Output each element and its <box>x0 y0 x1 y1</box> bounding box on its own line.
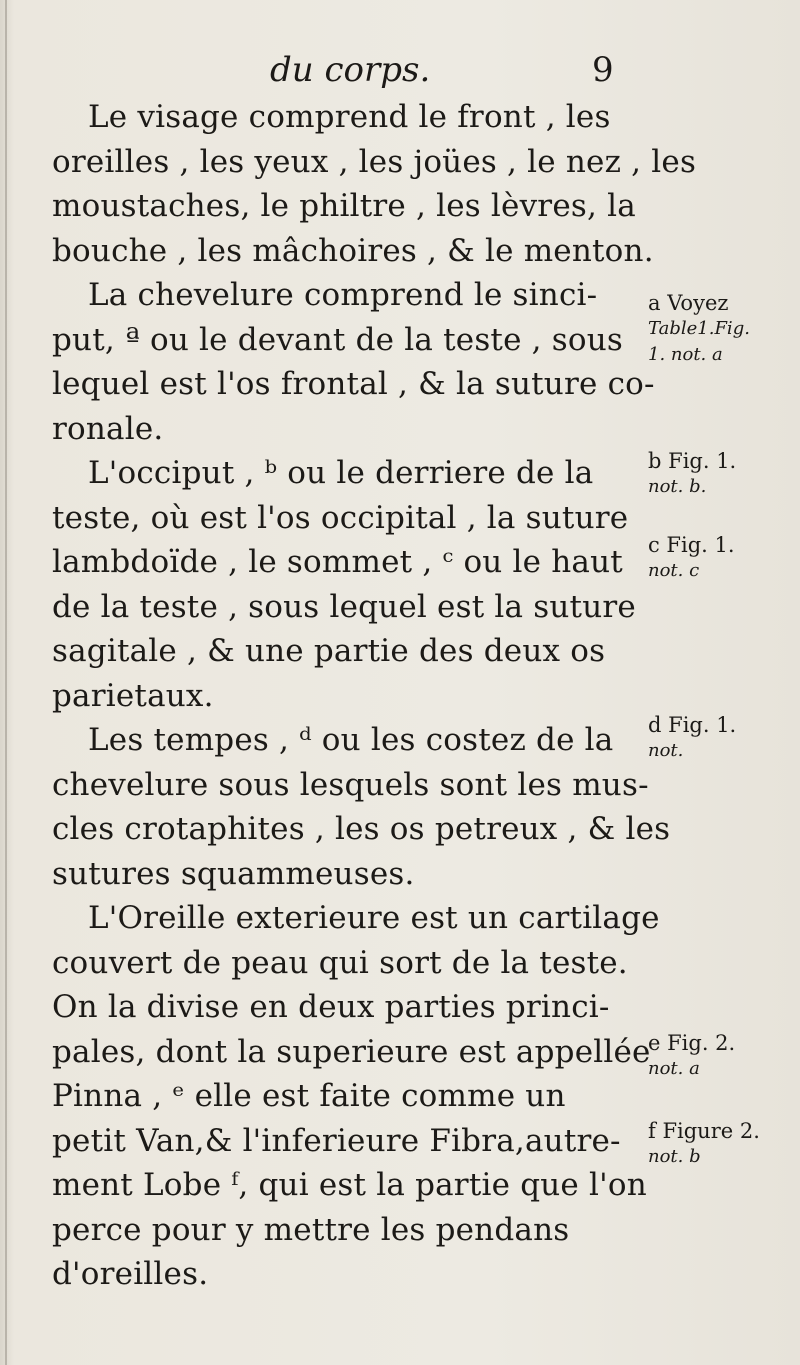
text-line: d'oreilles. <box>52 1256 209 1292</box>
margin-notes <box>648 0 798 1365</box>
text-line: sutures squammeuses. <box>52 855 415 892</box>
text-line: La chevelure comprend le sinci- <box>88 277 598 313</box>
margin-note-line: e Fig. 2. <box>648 1031 736 1055</box>
margin-note-line: f Figure 2. <box>648 1119 760 1143</box>
page-number: 9 <box>592 50 614 90</box>
margin-note-a <box>648 290 750 368</box>
margin-note-line: not. c <box>648 560 700 581</box>
text-line: lequel est l'os frontal , & la suture co- <box>52 366 655 402</box>
margin-note-f <box>648 1118 760 1170</box>
text-line: moustaches, le philtre , les lèvres, la <box>52 188 636 224</box>
text-line: On la divise en deux parties princi- <box>52 989 610 1025</box>
text-line: perce pour y mettre les pendans <box>52 1211 570 1248</box>
margin-note-line: not. <box>648 740 684 761</box>
text-line: de la teste , sous lequel est la suture <box>52 588 636 625</box>
margin-note-line: not. a <box>648 1058 700 1079</box>
text-line: pales, dont la superieure est appellée <box>52 1033 651 1070</box>
text-line: parietaux. <box>52 677 214 714</box>
text-line: teste, où est l'os occipital , la suture <box>52 499 629 536</box>
page-edge <box>5 0 7 1365</box>
text-line: L'occiput , ᵇ ou le derriere de la <box>88 455 594 491</box>
margin-note-line: Table1.Fig. <box>648 318 750 339</box>
text-line: L'Oreille exterieure est un cartilage <box>88 900 660 936</box>
margin-note-d <box>648 712 736 764</box>
text-line: Le visage comprend le front , les <box>88 99 611 135</box>
text-line: put, ª ou le devant de la teste , sous <box>52 321 624 358</box>
text-line: cles crotaphites , les os petreux , & les <box>52 811 671 847</box>
margin-note-c <box>648 532 735 584</box>
margin-note-line: d Fig. 1. <box>648 713 737 737</box>
text-line: bouche , les mâchoires , & le menton. <box>52 232 654 269</box>
margin-note-line: 1. not. a <box>648 344 723 365</box>
margin-note-line: c Fig. 1. <box>648 533 735 557</box>
margin-note-line: a Voyez <box>648 291 729 315</box>
margin-note-line: not. b <box>648 1146 701 1167</box>
margin-note-line: b Fig. 1. <box>648 449 737 473</box>
text-line: ment Lobe ᶠ, qui est la partie que l'on <box>52 1167 647 1203</box>
text-line: lambdoïde , le sommet , ᶜ ou le haut <box>52 544 623 580</box>
text-line: petit Van,& l'inferieure Fibra,autre- <box>52 1122 621 1159</box>
text-line: sagitale , & une partie des deux os <box>52 633 606 669</box>
text-line: oreilles , les yeux , les joües , le nez , les <box>52 143 697 180</box>
text-line: ronale. <box>52 410 164 447</box>
running-head: du corps. <box>270 50 431 90</box>
text-line: chevelure sous lesquels sont les mus- <box>52 766 649 803</box>
margin-note-e <box>648 1030 735 1082</box>
text-line: couvert de peau qui sort de la teste. <box>52 944 628 981</box>
margin-note-b <box>648 448 736 500</box>
margin-note-line: not. b. <box>648 476 707 497</box>
text-line: Les tempes , ᵈ ou les costez de la <box>88 722 614 758</box>
text-line: Pinna , ᵉ elle est faite comme un <box>52 1078 566 1114</box>
